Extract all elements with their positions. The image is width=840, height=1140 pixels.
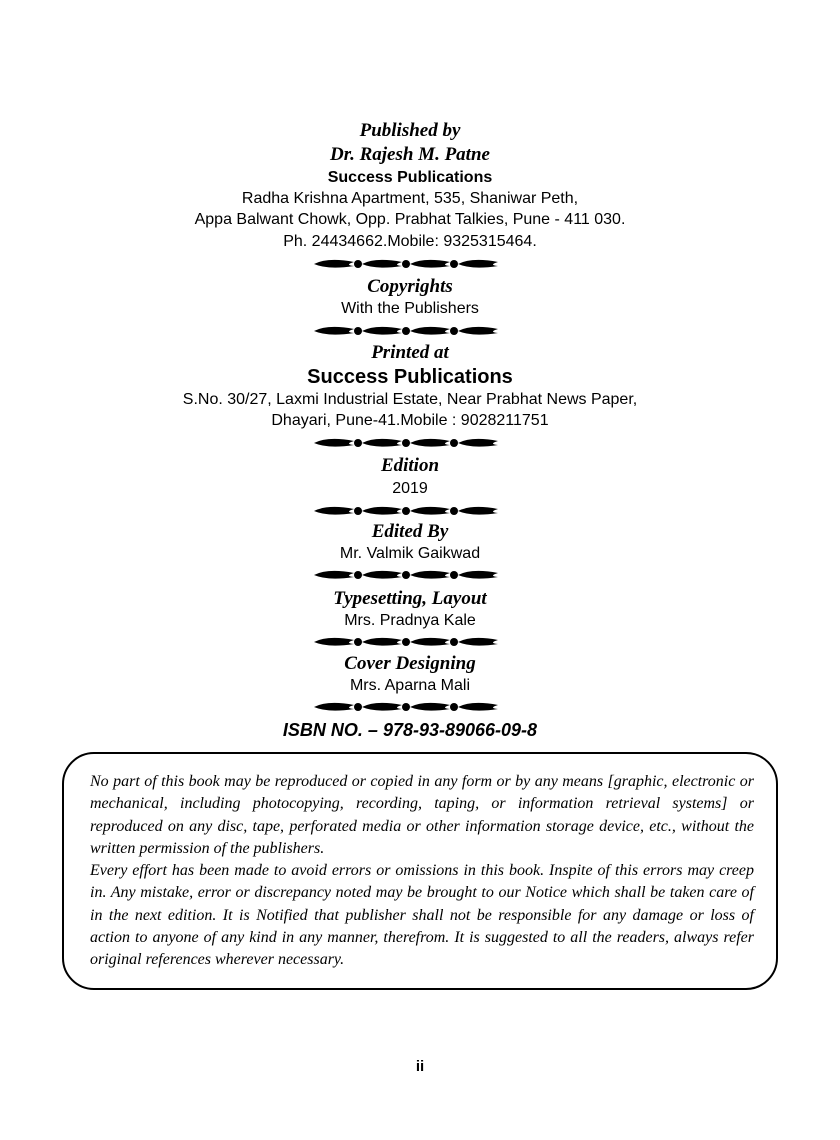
ornament-divider-icon (312, 700, 502, 714)
copyrights-value: With the Publishers (341, 300, 479, 317)
ornament-divider-icon (312, 436, 502, 450)
printer-address-2: Dhayari, Pune-41.Mobile : 9028211751 (271, 412, 549, 429)
isbn: ISBN NO. – 978-93-89066-09-8 (282, 720, 538, 740)
typesetting-value: Mrs. Pradnya Kale (344, 612, 476, 629)
copyrights-heading: Copyrights (367, 276, 453, 297)
ornament-divider-icon (312, 568, 502, 582)
page-number: ii (415, 1058, 425, 1075)
publisher-name: Dr. Rajesh M. Patne (330, 144, 490, 165)
published-by-heading: Published by (359, 120, 461, 141)
publisher-address-1: Radha Krishna Apartment, 535, Shaniwar Peth, (241, 190, 579, 207)
ornament-divider-icon (312, 504, 502, 518)
edition-heading: Edition (380, 455, 440, 476)
publisher-company: Success Publications (327, 169, 493, 186)
disclaimer-box (62, 752, 778, 990)
ornament-divider-icon (312, 635, 502, 649)
disclaimer-paragraph-2: Every effort has been made to avoid errors or omissions in this book. Inspite of this errors may creep in. Any mistake, error or discrepancy noted may be brought to our Notice which shall be taken care of in the next edition. It is Notified that publisher shall not be responsible for any damage or loss of action to anyone of any kind in any manner, therefrom. It is suggested to all the readers, always refer original references wherever necessary. (90, 862, 754, 969)
printer-address-1: S.No. 30/27, Laxmi Industrial Estate, Near Prabhat News Paper, (182, 391, 638, 408)
printer-name: Success Publications (307, 366, 513, 388)
publisher-address-2: Appa Balwant Chowk, Opp. Prabhat Talkies, Pune - 411 030. (194, 211, 626, 228)
ornament-divider-icon (312, 324, 502, 338)
publisher-phone: Ph. 24434662.Mobile: 9325315464. (283, 233, 537, 250)
cover-value: Mrs. Aparna Mali (349, 677, 471, 694)
disclaimer-paragraph-1: No part of this book may be reproduced or copied in any form or by any means [graphic, electronic or mechanical, including photocopying, recording, taping, or information retrieval systems] or reproduced on any disc, tape, perforated media or other information storage device, etc., without the written permission of the publishers. (90, 773, 754, 857)
typesetting-heading: Typesetting, Layout (333, 588, 487, 609)
edited-by-heading: Edited By (371, 521, 449, 542)
printed-at-heading: Printed at (371, 342, 449, 363)
edition-value: 2019 (392, 480, 428, 497)
cover-heading: Cover Designing (344, 653, 476, 674)
edited-by-value: Mr. Valmik Gaikwad (339, 545, 481, 562)
ornament-divider-icon (312, 257, 502, 271)
